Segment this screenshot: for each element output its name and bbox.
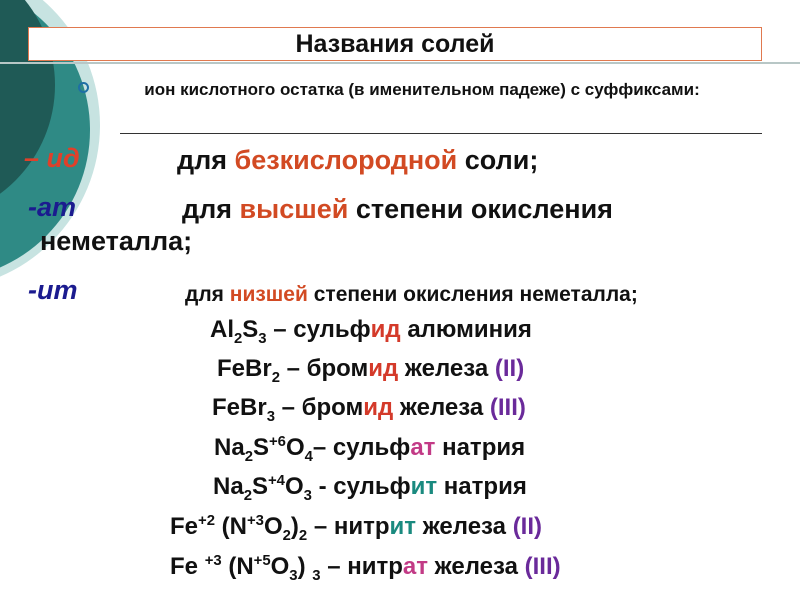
formula-dash: – [279, 355, 307, 382]
formula-dash: - [311, 473, 334, 500]
salt-name-stem: сульф [332, 434, 411, 461]
rule-highlight: высшей [239, 194, 349, 224]
rule-suffix-label: – ид [24, 143, 80, 173]
formula-subscript: 2 [271, 369, 280, 386]
formula-subscript: 2 [282, 527, 291, 544]
formula-subscript: 4 [304, 448, 313, 465]
formula-part: S [252, 434, 269, 461]
rule-description-it [185, 283, 638, 307]
salt-name-rest: натрия [435, 434, 526, 461]
salt-name-stem: бром [306, 355, 369, 382]
salt-name-rest: железа [428, 553, 525, 580]
oxidation-state: (II) [512, 513, 543, 540]
rule-text-pre: для [177, 145, 235, 175]
formula-part: O [285, 434, 305, 461]
salt-name-rest: алюминия [400, 316, 532, 343]
rule-highlight: безкислородной [234, 145, 458, 175]
formula-part: Fe [170, 513, 199, 540]
subtitle-underline [120, 133, 762, 134]
formula-part: S [242, 316, 259, 343]
formula-part: O [270, 553, 290, 580]
salt-name-suffix: ат [410, 434, 436, 461]
formula-dash: – [307, 513, 334, 540]
salt-name-stem: нитр [347, 553, 403, 580]
formula-dash: – [266, 316, 294, 343]
rule-description-id [177, 145, 538, 176]
formula-part: Fe [170, 553, 205, 580]
example-formula-febr2 [217, 355, 524, 386]
formula-part: ) [290, 513, 299, 540]
example-formula-fe-no2-2 [170, 513, 542, 544]
formula-subscript: 2 [243, 487, 252, 504]
formula-superscript: +2 [198, 513, 215, 529]
formula-superscript: +3 [204, 553, 222, 569]
formula-part: FeBr [212, 394, 267, 421]
formula-subscript: 3 [312, 567, 321, 584]
rule-suffix-id [24, 143, 80, 174]
formula-subscript: 2 [244, 448, 253, 465]
salt-name-rest: железа [416, 513, 513, 540]
formula-part: (N [221, 553, 254, 580]
oxidation-state: (III) [524, 553, 561, 580]
rule-description-at [182, 194, 613, 225]
formula-part: Na [213, 473, 244, 500]
slide-title [28, 27, 762, 61]
formula-superscript: +6 [268, 434, 286, 450]
formula-subscript: 3 [266, 408, 275, 425]
formula-superscript: +4 [267, 473, 285, 489]
formula-subscript: 3 [303, 487, 312, 504]
formula-part: O [263, 513, 283, 540]
formula-subscript: 3 [289, 567, 298, 584]
salt-name-stem: сульф [333, 473, 411, 500]
formula-part: FeBr [217, 355, 272, 382]
formula-subscript: 3 [258, 330, 267, 347]
salt-name-stem: сульф [293, 316, 371, 343]
rule-text-post: степени окисления неметалла; [307, 283, 638, 306]
example-formula-al2s3 [210, 316, 532, 347]
example-formula-na2so3 [213, 473, 527, 504]
formula-subscript: 2 [234, 330, 243, 347]
rule-text-pre: для [182, 194, 240, 224]
rule-text-pre: для [185, 283, 230, 306]
formula-dash: – [320, 553, 348, 580]
rule-text-post: степени окисления [348, 194, 613, 224]
formula-part: S [251, 473, 268, 500]
salt-name-rest: натрия [437, 473, 527, 500]
bullet-circle-icon [78, 82, 89, 93]
salt-name-rest: железа [393, 394, 490, 421]
formula-dash: – [274, 394, 302, 421]
header-divider [0, 62, 800, 64]
salt-name-rest: железа [398, 355, 495, 382]
slide-title-text: Названия солей [295, 29, 495, 58]
salt-name-suffix: ид [363, 394, 394, 421]
oxidation-state: (II) [494, 355, 525, 382]
formula-part: Al [210, 316, 234, 343]
example-formula-fe-no3-3 [170, 553, 561, 584]
subtitle: ион кислотного остатка (в именительном падеже) с суффиксами: [144, 80, 700, 99]
salt-name-suffix: ат [402, 553, 428, 580]
formula-part: ) [297, 553, 313, 580]
formula-part: Na [214, 434, 245, 461]
salt-name-suffix: ид [370, 316, 401, 343]
example-formula-febr3 [212, 394, 526, 425]
formula-superscript: +3 [246, 513, 264, 529]
rule-highlight: низшей [229, 283, 308, 306]
rule-suffix-label: -ит [28, 275, 78, 305]
salt-name-suffix: ит [389, 513, 417, 540]
oxidation-state: (III) [489, 394, 526, 421]
formula-dash: – [312, 434, 333, 461]
rule-description-at-continuation: неметалла; [40, 226, 193, 256]
formula-part: (N [214, 513, 247, 540]
salt-name-suffix: ид [368, 355, 399, 382]
example-formula-na2so4 [214, 434, 525, 465]
salt-name-suffix: ит [410, 473, 438, 500]
rule-suffix-at [28, 192, 76, 223]
rule-text-post: соли; [457, 145, 539, 175]
rule-suffix-it [28, 275, 78, 306]
formula-superscript: +5 [253, 553, 271, 569]
rule-suffix-label: -ат [28, 192, 77, 222]
formula-subscript: 2 [298, 527, 308, 544]
salt-name-stem: бром [301, 394, 364, 421]
salt-name-stem: нитр [333, 513, 390, 540]
formula-part: O [284, 473, 304, 500]
